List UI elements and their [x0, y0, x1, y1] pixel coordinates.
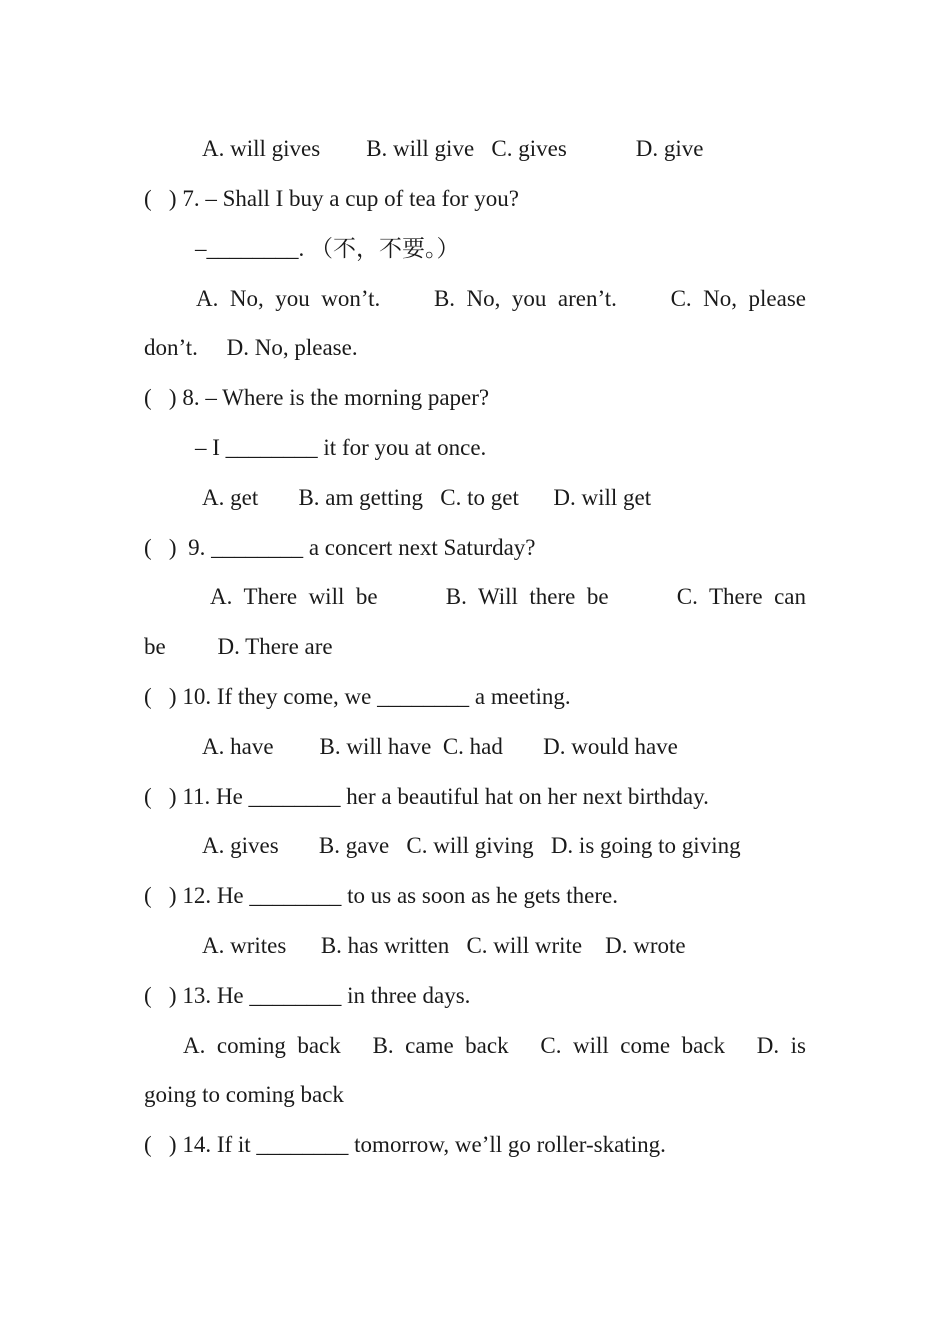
q7-stem: ( ) 7. – Shall I buy a cup of tea for you? — [144, 186, 519, 211]
q7-option-c: C. No, please — [670, 286, 806, 311]
q7-option-a: A. No, you won’t. — [196, 286, 381, 311]
q13-option-a: A. coming back — [183, 1033, 341, 1058]
q7-options-continued: don’t. D. No, please. — [144, 335, 358, 360]
q8-stem: ( ) 8. – Where is the morning paper? — [144, 385, 490, 410]
q8-reply: – I ________ it for you at once. — [195, 435, 487, 460]
q13-stem: ( ) 13. He ________ in three days. — [144, 983, 471, 1008]
q10-stem: ( ) 10. If they come, we ________ a meeting. — [144, 684, 571, 709]
q11-stem: ( ) 11. He ________ her a beautiful hat on her next birthday. — [144, 784, 709, 809]
q13-option-b: B. came back — [372, 1033, 509, 1058]
q12-stem: ( ) 12. He ________ to us as soon as he gets there. — [144, 883, 618, 908]
q7-reply: –________. （不，不要。） — [195, 236, 460, 261]
q8-options: A. get B. am getting C. to get D. will get — [202, 485, 652, 510]
q13-options-continued: going to coming back — [144, 1082, 344, 1107]
q9-options — [210, 582, 806, 612]
q9-option-c: C. There can — [676, 584, 806, 609]
q13-options — [183, 1031, 806, 1061]
q13-option-c: C. will come back — [540, 1033, 725, 1058]
q9-option-a: A. There will be — [210, 584, 378, 609]
q12-options: A. writes B. has written C. will write D. wrote — [202, 933, 686, 958]
q14-stem: ( ) 14. If it ________ tomorrow, we’ll go roller-skating. — [144, 1132, 666, 1157]
q7-options — [196, 284, 806, 314]
q10-options: A. have B. will have C. had D. would have — [202, 734, 678, 759]
q11-options: A. gives B. gave C. will giving D. is going to giving — [202, 833, 741, 858]
q9-options-continued: be D. There are — [144, 634, 333, 659]
q9-stem: ( ) 9. ________ a concert next Saturday? — [144, 535, 536, 560]
q6-options: A. will gives B. will give C. gives D. give — [202, 136, 704, 161]
q7-option-b: B. No, you aren’t. — [433, 286, 617, 311]
q9-option-b: B. Will there be — [445, 584, 609, 609]
q13-option-d: D. is — [756, 1033, 806, 1058]
